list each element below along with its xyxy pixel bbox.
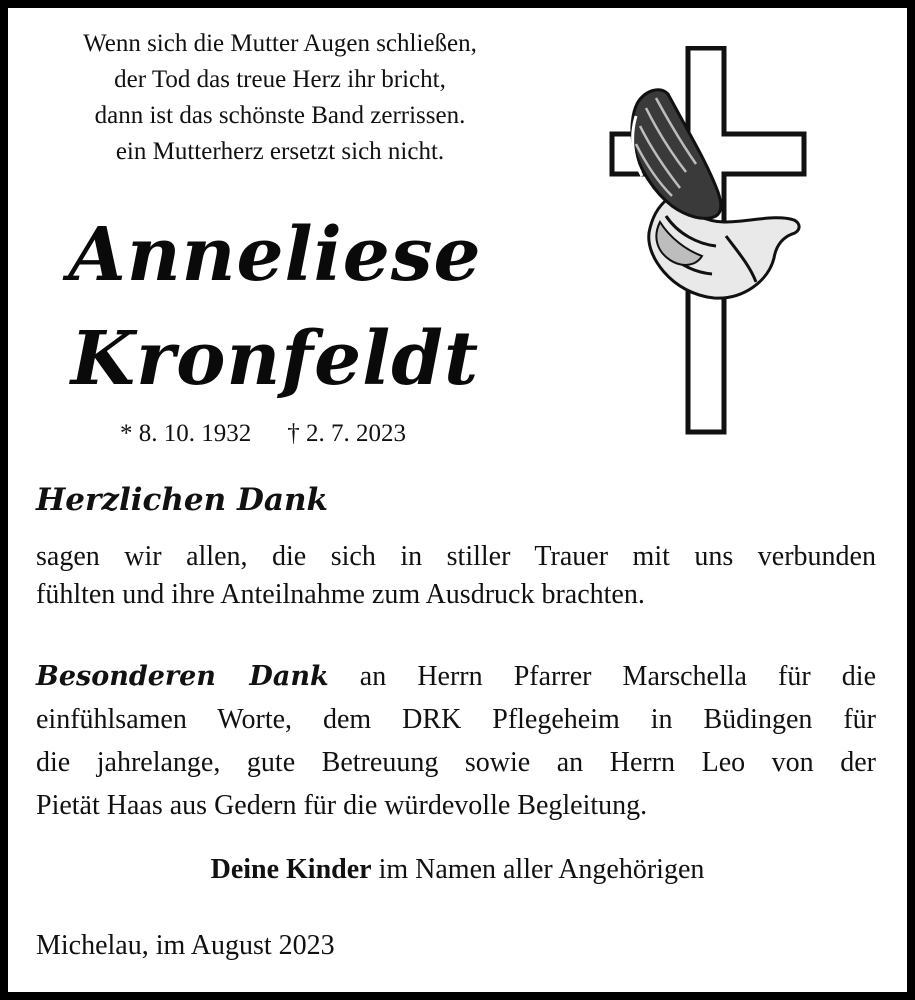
thanks-line: fühlten und ihre Anteilnahme zum Ausdruck brachten. [36, 579, 645, 610]
poem-line: dann ist das schönste Band zerrissen. [94, 102, 466, 129]
special-thanks-first-line-text: an Herrn Pfarrer Marschella für die [359, 661, 877, 692]
signature-bold: Deine Kinder [210, 854, 372, 885]
special-thanks-line: die jahrelange, gute Betreuung sowie an Herrn Leo von der [36, 747, 876, 778]
poem [20, 26, 540, 170]
signature-rest: im Namen aller Angehörigen [378, 854, 705, 885]
birth-date: * 8. 10. 1932 [120, 420, 252, 447]
thanks-heading: Herzlichen Dank [36, 482, 328, 518]
deceased-first-name: Anneliese [68, 212, 482, 298]
special-thanks-line: Pietät Haas aus Gedern für die würdevolle Begleitung. [36, 790, 648, 821]
special-thanks-paragraph [36, 655, 876, 827]
signature [0, 854, 915, 886]
poem-line: der Tod das treue Herz ihr bricht, [114, 66, 446, 93]
thanks-paragraph [36, 538, 876, 614]
thanks-line: sagen wir allen, die sich in stiller Trauer mit uns verbunden [36, 541, 876, 572]
poem-line: ein Mutterherz ersetzt sich nicht. [115, 138, 445, 165]
death-date: † 2. 7. 2023 [287, 420, 406, 447]
special-thanks-line: einfühlsamen Worte, dem DRK Pflegeheim in Büdingen für [36, 704, 876, 735]
life-dates [120, 420, 406, 448]
special-thanks-first-line [36, 655, 876, 698]
deceased-last-name: Kronfeldt [70, 316, 480, 402]
special-thanks-lead: Besonderen Dank [36, 661, 329, 692]
place-and-date: Michelau, im August 2023 [36, 930, 335, 961]
poem-line: Wenn sich die Mutter Augen schließen, [83, 30, 477, 57]
cross-with-praying-hands-icon [606, 46, 810, 438]
